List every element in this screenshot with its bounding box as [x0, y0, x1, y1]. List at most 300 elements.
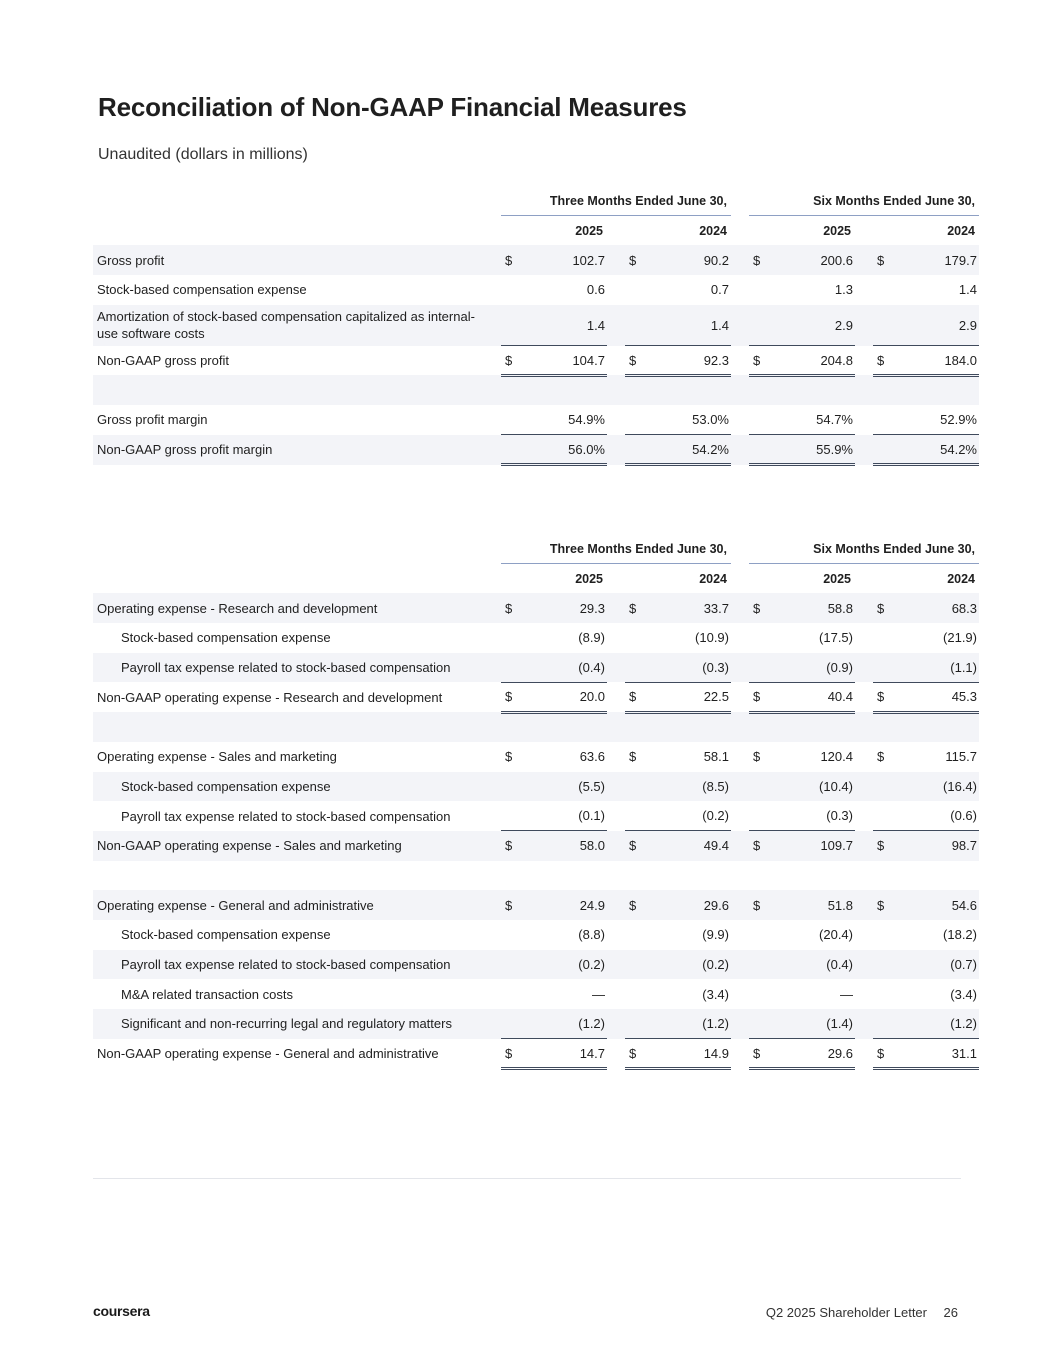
cell-value: 179.7	[944, 252, 977, 268]
value-cell	[873, 405, 979, 435]
cell-value: 53.0%	[692, 412, 729, 428]
cell-value: 55.9%	[816, 441, 853, 457]
page-number: 26	[943, 1305, 958, 1320]
value-cell	[873, 435, 979, 465]
value-cell	[873, 275, 979, 305]
value-cell	[625, 346, 731, 376]
cell-value: (0.1)	[578, 808, 605, 824]
footer-document-title: Q2 2025 Shareholder Letter	[765, 1305, 927, 1320]
currency-symbol	[505, 630, 513, 645]
coursera-logo: coursera	[93, 1303, 150, 1319]
currency-symbol: $	[877, 352, 885, 368]
currency-symbol	[877, 442, 885, 457]
value-cell	[749, 682, 855, 712]
table-row	[93, 772, 979, 802]
cell-value: 98.7	[951, 838, 977, 854]
currency-symbol	[753, 808, 761, 823]
cell-value: (0.2)	[578, 956, 605, 972]
cell-value: 2.9	[834, 317, 853, 333]
year-header: 2024	[699, 571, 727, 586]
cell-value: 1.4	[586, 317, 605, 333]
value-cell	[749, 920, 855, 950]
value-cell	[873, 979, 979, 1009]
table-row	[93, 245, 979, 275]
cell-value: 51.8	[827, 897, 853, 913]
value-cell	[625, 275, 731, 305]
table-row	[93, 979, 979, 1009]
currency-symbol	[753, 779, 761, 794]
cell-value: 45.3	[951, 689, 977, 705]
currency-symbol: $	[877, 600, 885, 616]
value-cell	[501, 623, 607, 653]
value-cell	[749, 593, 855, 623]
value-cell	[625, 653, 731, 683]
currency-symbol	[753, 282, 761, 297]
year-header: 2024	[947, 571, 975, 586]
value-cell	[749, 346, 855, 376]
currency-symbol	[877, 779, 885, 794]
currency-symbol	[753, 927, 761, 942]
cell-value: 29.6	[827, 1045, 853, 1061]
currency-symbol	[505, 282, 513, 297]
cell-value: 1.4	[958, 282, 977, 298]
value-cell	[625, 979, 731, 1009]
period-header-row	[93, 186, 979, 216]
table-row	[93, 920, 979, 950]
currency-symbol: $	[505, 749, 513, 765]
spacer-row	[93, 375, 979, 405]
row-label: Significant and non-recurring legal and regulatory matters	[93, 1009, 483, 1039]
cell-value: 63.6	[579, 749, 605, 765]
currency-symbol	[505, 808, 513, 823]
row-label: Non-GAAP gross profit	[97, 353, 229, 369]
currency-symbol: $	[629, 352, 637, 368]
value-cell	[749, 772, 855, 802]
value-cell	[501, 950, 607, 980]
currency-symbol: $	[629, 838, 637, 854]
gross-profit-table	[93, 186, 979, 466]
value-cell	[873, 682, 979, 712]
currency-symbol: $	[877, 897, 885, 913]
table-row	[93, 275, 979, 305]
currency-symbol	[877, 927, 885, 942]
value-cell	[749, 742, 855, 772]
row-label: Payroll tax expense related to stock-based compensation	[93, 653, 483, 683]
value-cell	[873, 890, 979, 920]
currency-symbol: $	[877, 689, 885, 705]
currency-symbol: $	[629, 689, 637, 705]
table-row	[93, 623, 979, 653]
cell-value: 54.2%	[692, 441, 729, 457]
table-row	[93, 653, 979, 683]
currency-symbol: $	[505, 600, 513, 616]
currency-symbol: $	[753, 252, 761, 268]
cell-value: 0.7	[710, 282, 729, 298]
currency-symbol	[753, 987, 761, 1002]
cell-value: (8.9)	[578, 630, 605, 646]
value-cell	[873, 742, 979, 772]
cell-value: 54.9%	[568, 412, 605, 428]
row-label: Operating expense - Research and development	[93, 593, 483, 623]
currency-symbol	[877, 987, 885, 1002]
currency-symbol	[877, 630, 885, 645]
year-header: 2024	[699, 223, 727, 238]
currency-symbol	[877, 1016, 885, 1031]
cell-value: (17.5)	[819, 630, 853, 646]
row-label: Non-GAAP operating expense - Research and development	[97, 689, 443, 705]
value-cell	[749, 653, 855, 683]
value-cell	[749, 305, 855, 346]
value-cell	[501, 742, 607, 772]
currency-symbol: $	[629, 897, 637, 913]
spacer-row	[93, 712, 979, 742]
currency-symbol	[753, 412, 761, 427]
cell-value: 14.7	[579, 1045, 605, 1061]
currency-symbol: $	[753, 897, 761, 913]
value-cell	[501, 435, 607, 465]
currency-symbol	[629, 442, 637, 457]
page-title: Reconciliation of Non-GAAP Financial Measures	[98, 92, 687, 122]
value-cell	[501, 831, 607, 861]
currency-symbol: $	[505, 838, 513, 854]
value-cell	[873, 653, 979, 683]
currency-symbol: $	[629, 252, 637, 268]
cell-value: 33.7	[703, 600, 729, 616]
currency-symbol	[753, 957, 761, 972]
value-cell	[501, 346, 607, 376]
cell-value: (3.4)	[950, 986, 977, 1002]
table-row	[93, 801, 979, 831]
currency-symbol: $	[629, 749, 637, 765]
cell-value: 104.7	[572, 352, 605, 368]
currency-symbol: $	[753, 352, 761, 368]
value-cell	[625, 772, 731, 802]
value-cell	[501, 1039, 607, 1069]
cell-value: (1.2)	[950, 1016, 977, 1032]
cell-value: 120.4	[820, 749, 853, 765]
table-row	[93, 1039, 979, 1069]
table-row	[93, 831, 979, 861]
row-label: Non-GAAP operating expense - Sales and marketing	[93, 831, 483, 861]
cell-value: 14.9	[703, 1045, 729, 1061]
cell-value: 24.9	[579, 897, 605, 913]
currency-symbol: $	[505, 897, 513, 913]
year-header: 2025	[575, 223, 603, 238]
value-cell	[873, 593, 979, 623]
cell-value: 58.8	[827, 600, 853, 616]
value-cell	[749, 831, 855, 861]
value-cell	[873, 772, 979, 802]
currency-symbol	[629, 412, 637, 427]
cell-value: 200.6	[820, 252, 853, 268]
value-cell	[501, 275, 607, 305]
value-cell	[749, 950, 855, 980]
value-cell	[625, 623, 731, 653]
cell-value: (10.9)	[695, 630, 729, 646]
value-cell	[501, 305, 607, 346]
value-cell	[749, 275, 855, 305]
currency-symbol: $	[753, 1045, 761, 1061]
value-cell	[873, 623, 979, 653]
cell-value: —	[840, 986, 853, 1002]
currency-symbol	[505, 779, 513, 794]
value-cell	[501, 920, 607, 950]
operating-expense-table	[93, 534, 979, 1070]
currency-symbol	[629, 282, 637, 297]
cell-value: 115.7	[945, 749, 977, 765]
table-row	[93, 1009, 979, 1039]
value-cell	[501, 1009, 607, 1039]
value-cell	[873, 801, 979, 831]
row-label: Gross profit margin	[97, 412, 208, 428]
currency-symbol	[877, 660, 885, 675]
value-cell	[749, 435, 855, 465]
value-cell	[749, 979, 855, 1009]
value-cell	[749, 1009, 855, 1039]
value-cell	[625, 920, 731, 950]
row-label: Amortization of stock-based compensation capitalized as internal-use software costs	[93, 305, 483, 346]
row-label: Stock-based compensation expense	[93, 772, 483, 802]
year-header: 2024	[947, 223, 975, 238]
value-cell	[873, 831, 979, 861]
currency-symbol	[753, 1016, 761, 1031]
currency-symbol	[629, 630, 637, 645]
currency-symbol: $	[629, 1045, 637, 1061]
currency-symbol: $	[629, 600, 637, 616]
cell-value: (0.9)	[826, 659, 853, 675]
currency-symbol: $	[505, 689, 513, 705]
value-cell	[501, 772, 607, 802]
currency-symbol	[877, 412, 885, 427]
row-label: Payroll tax expense related to stock-based compensation	[93, 950, 483, 980]
cell-value: (0.3)	[702, 659, 729, 675]
value-cell	[749, 405, 855, 435]
value-cell	[625, 831, 731, 861]
cell-value: 58.1	[703, 749, 729, 765]
value-cell	[625, 305, 731, 346]
currency-symbol	[629, 987, 637, 1002]
value-cell	[501, 890, 607, 920]
currency-symbol	[877, 282, 885, 297]
cell-value: (1.2)	[578, 1016, 605, 1032]
value-cell	[625, 1009, 731, 1039]
cell-value: (1.1)	[950, 659, 977, 675]
cell-value: 58.0	[579, 838, 605, 854]
row-label: Stock-based compensation expense	[121, 927, 331, 943]
currency-symbol: $	[505, 352, 513, 368]
cell-value: (0.4)	[578, 659, 605, 675]
footer-divider	[93, 1178, 961, 1179]
cell-value: 40.4	[827, 689, 853, 705]
row-label: Non-GAAP gross profit margin	[93, 435, 483, 465]
row-label: M&A related transaction costs	[121, 986, 293, 1002]
spacer-row	[93, 861, 979, 891]
currency-symbol	[753, 630, 761, 645]
currency-symbol: $	[877, 838, 885, 854]
cell-value: (9.9)	[702, 927, 729, 943]
value-cell	[749, 890, 855, 920]
currency-symbol	[505, 1016, 513, 1031]
currency-symbol	[629, 808, 637, 823]
currency-symbol	[629, 1016, 637, 1031]
table-row	[93, 682, 979, 712]
value-cell	[501, 245, 607, 275]
currency-symbol	[753, 442, 761, 457]
cell-value: 1.4	[710, 317, 729, 333]
value-cell	[501, 405, 607, 435]
cell-value: 54.7%	[816, 412, 853, 428]
cell-value: 184.0	[944, 352, 977, 368]
cell-value: (1.2)	[702, 1016, 729, 1032]
currency-symbol	[505, 318, 513, 333]
table-row	[93, 950, 979, 980]
table-row	[93, 435, 979, 465]
cell-value: 54.2%	[940, 441, 977, 457]
year-header-row	[93, 564, 979, 594]
six-months-header: Six Months Ended June 30,	[749, 534, 979, 564]
period-header-row	[93, 534, 979, 564]
cell-value: 20.0	[579, 689, 605, 705]
currency-symbol	[505, 412, 513, 427]
currency-symbol: $	[877, 749, 885, 765]
value-cell	[501, 979, 607, 1009]
value-cell	[501, 801, 607, 831]
value-cell	[873, 920, 979, 950]
cell-value: 31.1	[951, 1045, 977, 1061]
currency-symbol	[505, 442, 513, 457]
row-label: Operating expense - Sales and marketing	[97, 749, 337, 765]
year-header: 2025	[575, 571, 603, 586]
cell-value: (8.5)	[702, 778, 729, 794]
value-cell	[873, 305, 979, 346]
value-cell	[501, 653, 607, 683]
page-subtitle: Unaudited (dollars in millions)	[98, 146, 308, 163]
value-cell	[625, 742, 731, 772]
value-cell	[873, 1039, 979, 1069]
cell-value: (0.7)	[950, 956, 977, 972]
cell-value: (0.2)	[702, 956, 729, 972]
currency-symbol: $	[753, 600, 761, 616]
cell-value: (21.9)	[943, 630, 977, 646]
cell-value: 22.5	[703, 689, 729, 705]
value-cell	[625, 435, 731, 465]
cell-value: (18.2)	[943, 927, 977, 943]
currency-symbol	[753, 660, 761, 675]
cell-value: (0.4)	[826, 956, 853, 972]
currency-symbol	[629, 660, 637, 675]
year-header: 2025	[823, 571, 851, 586]
currency-symbol	[629, 318, 637, 333]
table-row	[93, 346, 979, 376]
cell-value: 1.3	[834, 282, 853, 298]
cell-value: 204.8	[820, 352, 853, 368]
value-cell	[873, 1009, 979, 1039]
value-cell	[625, 593, 731, 623]
currency-symbol	[629, 779, 637, 794]
cell-value: (0.2)	[702, 808, 729, 824]
currency-symbol: $	[753, 689, 761, 705]
cell-value: 92.3	[703, 352, 729, 368]
cell-value: (20.4)	[819, 927, 853, 943]
table-row	[93, 890, 979, 920]
value-cell	[749, 1039, 855, 1069]
table-row	[93, 305, 979, 346]
cell-value: (3.4)	[702, 986, 729, 1002]
table-row	[93, 593, 979, 623]
value-cell	[625, 405, 731, 435]
currency-symbol	[877, 808, 885, 823]
cell-value: (16.4)	[943, 778, 977, 794]
currency-symbol	[505, 660, 513, 675]
cell-value: 56.0%	[568, 441, 605, 457]
currency-symbol: $	[753, 838, 761, 854]
value-cell	[625, 950, 731, 980]
cell-value: 52.9%	[940, 412, 977, 428]
value-cell	[625, 682, 731, 712]
cell-value: —	[592, 986, 605, 1002]
cell-value: (5.5)	[578, 778, 605, 794]
currency-symbol	[753, 318, 761, 333]
six-months-header: Six Months Ended June 30,	[749, 186, 979, 216]
row-label: Stock-based compensation expense	[121, 630, 331, 646]
value-cell	[873, 245, 979, 275]
three-months-header: Three Months Ended June 30,	[501, 186, 731, 216]
cell-value: (0.6)	[950, 808, 977, 824]
currency-symbol	[505, 987, 513, 1002]
value-cell	[625, 1039, 731, 1069]
value-cell	[873, 950, 979, 980]
currency-symbol	[877, 957, 885, 972]
cell-value: 2.9	[958, 317, 977, 333]
row-label: Payroll tax expense related to stock-based compensation	[121, 808, 451, 824]
row-label: Stock-based compensation expense	[97, 282, 307, 298]
value-cell	[625, 890, 731, 920]
cell-value: 109.7	[820, 838, 853, 854]
value-cell	[625, 245, 731, 275]
table-row	[93, 405, 979, 435]
value-cell	[501, 593, 607, 623]
year-header-row	[93, 216, 979, 246]
currency-symbol	[505, 927, 513, 942]
cell-value: 68.3	[951, 600, 977, 616]
row-label: Operating expense - General and administrative	[93, 890, 483, 920]
cell-value: 90.2	[703, 252, 729, 268]
cell-value: (10.4)	[819, 778, 853, 794]
table-row	[93, 742, 979, 772]
value-cell	[749, 801, 855, 831]
cell-value: 102.7	[572, 252, 605, 268]
currency-symbol: $	[877, 1045, 885, 1061]
currency-symbol	[629, 957, 637, 972]
cell-value: (8.8)	[578, 927, 605, 943]
value-cell	[625, 801, 731, 831]
value-cell	[749, 623, 855, 653]
year-header: 2025	[823, 223, 851, 238]
value-cell	[501, 682, 607, 712]
cell-value: (1.4)	[826, 1016, 853, 1032]
currency-symbol	[505, 957, 513, 972]
cell-value: 54.6	[951, 897, 977, 913]
cell-value: 0.6	[586, 282, 605, 298]
currency-symbol: $	[505, 252, 513, 268]
row-label: Gross profit	[93, 245, 483, 275]
currency-symbol: $	[505, 1045, 513, 1061]
cell-value: 29.6	[703, 897, 729, 913]
value-cell	[749, 245, 855, 275]
cell-value: (0.3)	[826, 808, 853, 824]
cell-value: 49.4	[703, 838, 729, 854]
value-cell	[873, 346, 979, 376]
